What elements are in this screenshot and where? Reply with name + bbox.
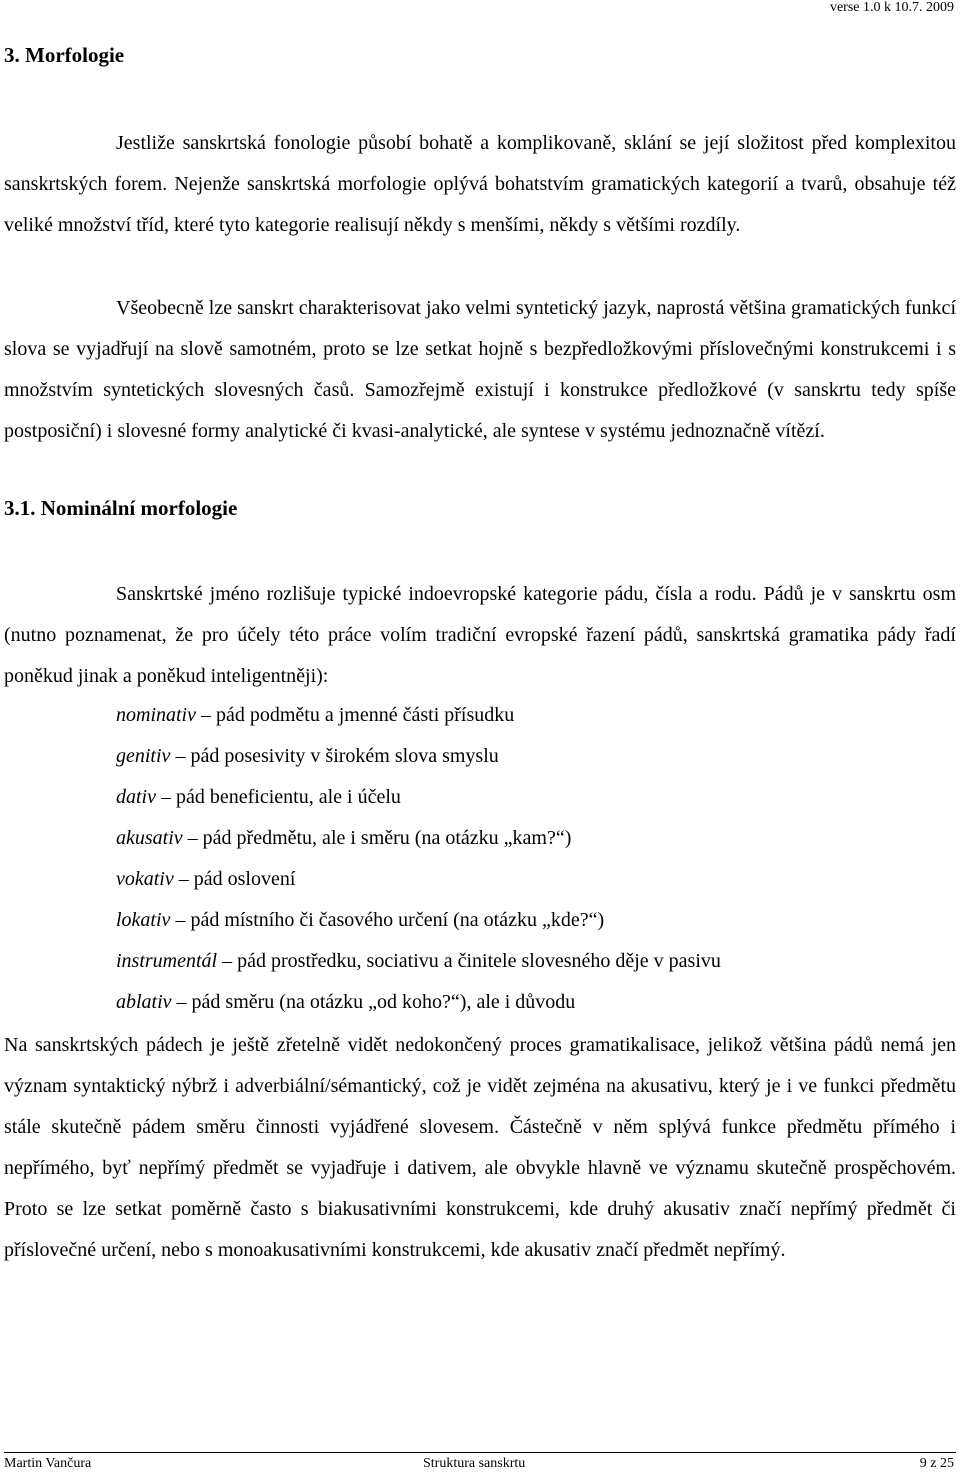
- case-name: vokativ: [116, 868, 174, 890]
- case-name: dativ: [116, 786, 156, 808]
- case-description: – pád podmětu a jmenné části přísudku: [196, 704, 515, 726]
- case-name: instrumentál: [116, 950, 218, 972]
- list-item: [116, 982, 721, 1023]
- footer-page-number: 9 z 25: [919, 1456, 954, 1471]
- list-item: [116, 818, 721, 859]
- case-description: – pád předmětu, ale i směru (na otázku „kam?“): [182, 827, 572, 849]
- list-item: [116, 777, 721, 818]
- case-name: akusativ: [116, 827, 183, 849]
- footer-document-title: Struktura sanskrtu: [423, 1456, 526, 1471]
- list-item: [116, 900, 721, 941]
- list-item: [116, 859, 721, 900]
- subsection-heading: 3.1. Nominální morfologie: [4, 496, 238, 520]
- paragraph-cases-intro: Sanskrtské jméno rozlišuje typické indoevropské kategorie pádu, čísla a rodu. Pádů je v sanskrtu osm (nutno poznamenat, že pro účely této práce volím tradiční evropské řazení pádů, sanskrtská gramatika pády řadí poněkud jinak a poněkud inteligentněji):: [4, 583, 956, 687]
- case-list: [116, 695, 721, 1023]
- list-item: [116, 736, 721, 777]
- case-description: – pád směru (na otázku „od koho?“), ale i důvodu: [171, 991, 576, 1013]
- list-item: [116, 941, 721, 982]
- case-description: – pád oslovení: [173, 868, 296, 890]
- case-description: – pád prostředku, sociativu a činitele slovesného děje v pasivu: [217, 950, 721, 972]
- paragraph-grammaticalisation: Na sanskrtských pádech je ještě zřetelně vidět nedokončený proces gramatikalisace, jelikož většina pádů nemá jen význam syntaktický nýbrž i adverbiální/sémantický, což je vidět zejména na akusativu, který je i ve funkci předmětu stále skutečně pádem směru činnosti vyjádřené slovesem. Částečně v něm splývá funkce předmětu přímého i nepřímého, byť nepřímý předmět se vyjadřuje i dativem, ale obvykle hlavně ve významu skutečně prospěchovém. Proto se lze setkat poměrně často s biakusativními konstrukcemi, kde druhý akusativ značí nepřímý předmět či příslovečné určení, nebo s monoakusativními konstrukcemi, kde akusativ značí předmět nepřímý.: [4, 1034, 956, 1261]
- case-name: nominativ: [116, 704, 196, 726]
- footer-author: Martin Vančura: [4, 1456, 92, 1471]
- paragraph-synthetic: Všeobecně lze sanskrt charakterisovat jako velmi syntetický jazyk, naprostá většina gramatických funkcí slova se vyjadřují na slově samotném, proto se lze setkat hojně s bezpředložkovými příslovečnými konstrukcemi i s množstvím syntetických slovesných časů. Samozřejmě existují i konstrukce předložkové (v sanskrtu tedy spíše postposiční) i slovesné formy analytické či kvasi-analytické, ale syntese v systému jednoznačně vítězí.: [4, 297, 956, 442]
- case-description: – pád místního či časového určení (na otázku „kde?“): [170, 909, 605, 931]
- case-name: lokativ: [116, 909, 171, 931]
- case-name: ablativ: [116, 991, 172, 1013]
- list-item: [116, 695, 721, 736]
- case-name: genitiv: [116, 745, 171, 767]
- footer-divider: [4, 1452, 956, 1453]
- paragraph-intro: Jestliže sanskrtská fonologie působí bohatě a komplikovaně, sklání se její složitost před komplexitou sanskrtských forem. Nejenže sanskrtská morfologie oplývá bohatstvím gramatických kategorií a tvarů, obsahuje též veliké množství tříd, které tyto kategorie realisují někdy s menšími, někdy s většími rozdíly.: [4, 132, 956, 236]
- case-description: – pád beneficientu, ale i účelu: [156, 786, 401, 808]
- version-label: verse 1.0 k 10.7. 2009: [829, 0, 954, 15]
- case-description: – pád posesivity v širokém slova smyslu: [170, 745, 499, 767]
- section-heading: 3. Morfologie: [4, 43, 125, 67]
